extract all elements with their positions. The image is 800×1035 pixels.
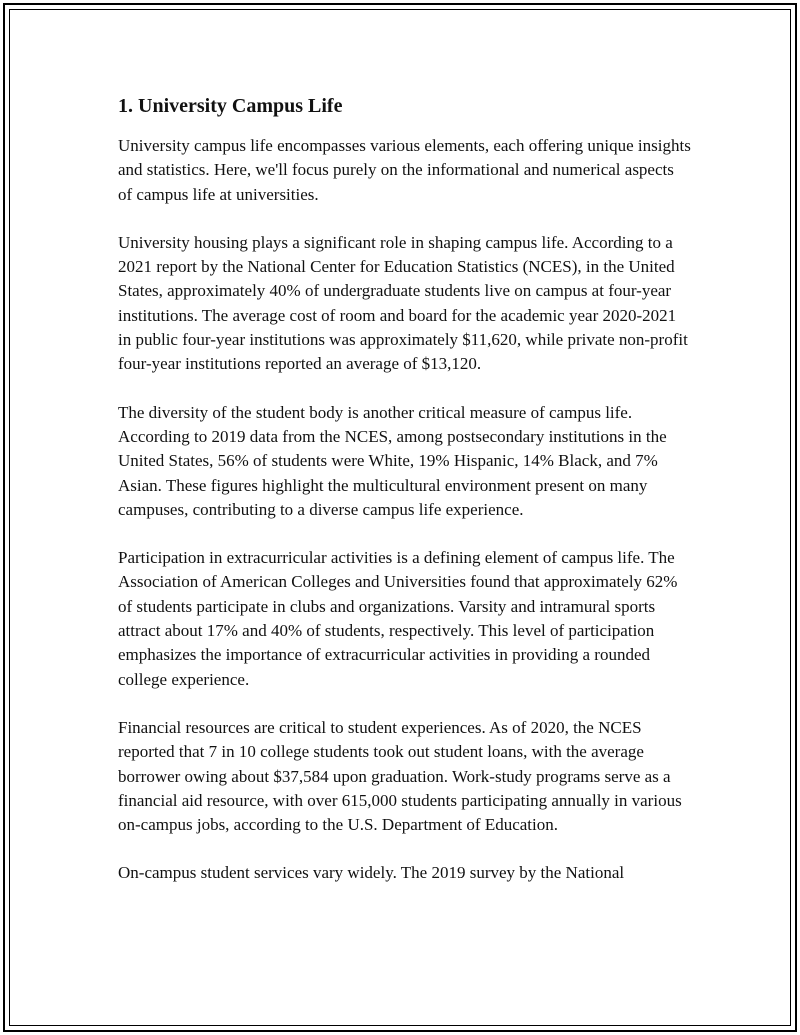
paragraph-extracurricular: Participation in extracurricular activities is a defining element of campus life. The Association of American Colleges and Universities found that approximately 62% of students participate in clubs and organizations. Varsity and intramural sports attract about 17% and 40% of students, respectively. This level of participation emphasizes the importance of extracurricular activities in providing a rounded college experience. (118, 548, 678, 689)
paragraph-diversity: The diversity of the student body is another critical measure of campus life. According to 2019 data from the NCES, among postsecondary institutions in the United States, 56% of students were White, 19% Hispanic, 14% Black, and 7% Asian. These figures highlight the multicultural environment present on many campuses, contributing to a diverse campus life experience. (118, 402, 667, 519)
paragraph-intro: University campus life encompasses various elements, each offering unique insights and statistics. Here, we'll focus purely on the informational and numerical aspects of campus life at universities. (118, 136, 691, 204)
paragraph-housing: University housing plays a significant role in shaping campus life. According to a 2021 report by the National Center for Education Statistics (NCES), in the United States, approximately 40% of undergraduate students live on campus at four-year institutions. The average cost of room and board for the academic year 2020-2021 in public four-year institutions was approximately $11,620, while private non-profit four-year institutions reported an average of $13,120. (118, 232, 688, 374)
section-heading: 1. University Campus Life (118, 95, 343, 117)
paragraph-financial: Financial resources are critical to student experiences. As of 2020, the NCES reported that 7 in 10 college students took out student loans, with the average borrower owing about $37,584 upon graduation. Work-study programs serve as a financial aid resource, with over 615,000 students participating annually in various on-campus jobs, according to the U.S. Department of Education. (118, 717, 682, 835)
paragraph-student-services: On-campus student services vary widely. The 2019 survey by the National (118, 863, 625, 883)
document-body (118, 90, 692, 910)
